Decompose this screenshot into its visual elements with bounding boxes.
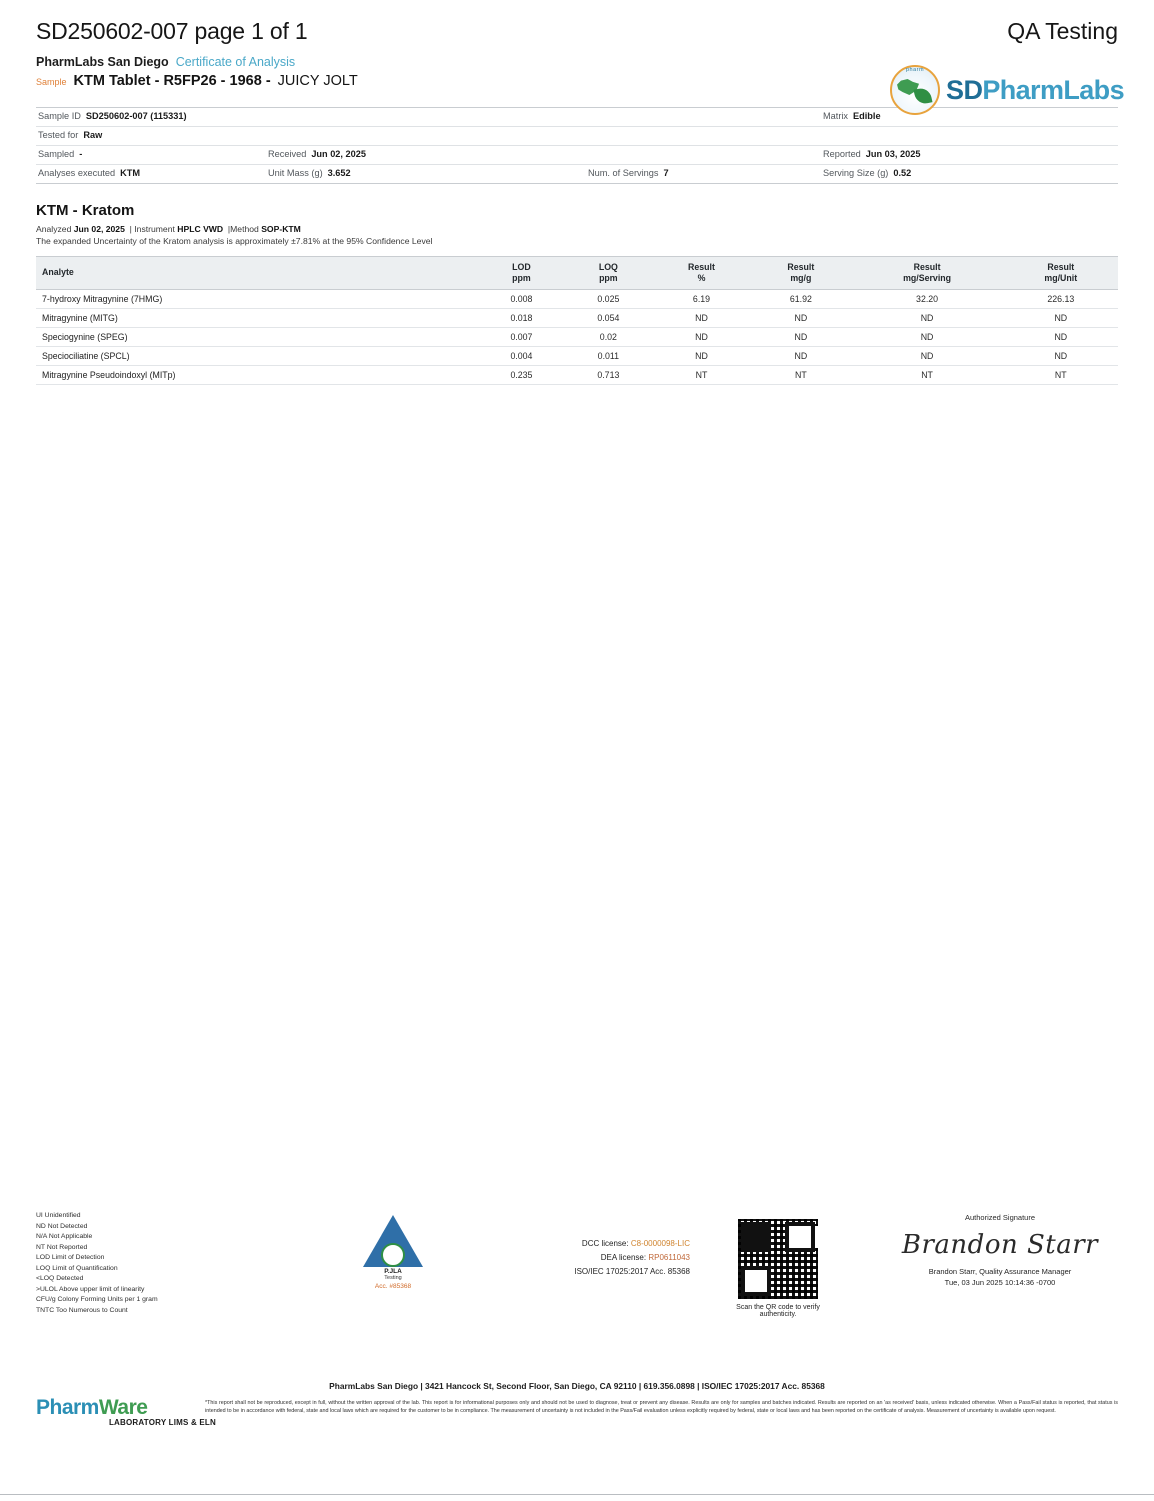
cell-analyte: Mitragynine Pseudoindoxyl (MITp) bbox=[36, 365, 478, 384]
cell-loq: 0.713 bbox=[565, 365, 652, 384]
cell-result-mgg: ND bbox=[751, 327, 850, 346]
legend-item: <LOQ Detected bbox=[36, 1275, 84, 1283]
sample-id-label: Sample ID bbox=[38, 111, 81, 121]
unit-mass-value: 3.652 bbox=[327, 168, 351, 178]
pharmware-wordmark: PharmWare bbox=[36, 1396, 148, 1419]
document-id: SD250602-007 page 1 of 1 bbox=[36, 18, 308, 44]
iso-line: ISO/IEC 17025:2017 Acc. 85368 bbox=[574, 1267, 690, 1276]
analyzed-label: Analyzed bbox=[36, 224, 72, 234]
footer-divider bbox=[0, 1494, 1154, 1495]
serving-size-value: 0.52 bbox=[893, 168, 912, 178]
cell-lod: 0.004 bbox=[478, 346, 565, 365]
col-lod: LOD ppm bbox=[478, 257, 565, 290]
info-row-analyses bbox=[36, 165, 1118, 184]
cell-analyte: Mitragynine (MITG) bbox=[36, 308, 478, 327]
analysis-meta: Analyzed Jun 02, 2025 | Instrument HPLC VWD |Method SOP-KTM bbox=[36, 224, 301, 234]
legend-item: LOD Limit of Detection bbox=[36, 1254, 105, 1262]
legend-item: TNTC Too Numerous to Count bbox=[36, 1306, 128, 1314]
qr-code-block[interactable] bbox=[718, 1219, 838, 1318]
pjla-accreditation-logo bbox=[348, 1215, 438, 1290]
sampled-label: Sampled bbox=[38, 149, 75, 159]
matrix-label: Matrix bbox=[823, 111, 849, 121]
col-analyte: Analyte bbox=[36, 257, 478, 290]
page-header bbox=[24, 0, 1130, 51]
results-header-row bbox=[36, 257, 1118, 290]
cell-result-mgg: ND bbox=[751, 346, 850, 365]
col-result-mgserving: Result mg/Serving bbox=[851, 257, 1004, 290]
qa-testing-label: QA Testing bbox=[1007, 18, 1118, 44]
analyzed-value: Jun 02, 2025 bbox=[73, 224, 125, 234]
pharmware-subtitle: LABORATORY LIMS & ELN bbox=[108, 1418, 216, 1427]
matrix-value: Edible bbox=[853, 111, 881, 121]
pjla-sub: Testing bbox=[384, 1275, 402, 1281]
serving-size-label: Serving Size (g) bbox=[823, 168, 889, 178]
signature-image: Brandon Starr bbox=[901, 1230, 1099, 1260]
table-row bbox=[36, 327, 1118, 346]
cell-result-mgserving: ND bbox=[851, 308, 1004, 327]
badge-arc-text: pharm bbox=[905, 67, 925, 73]
reported-value: Jun 03, 2025 bbox=[865, 149, 921, 159]
instrument-value: HPLC VWD bbox=[177, 224, 224, 234]
cell-lod: 0.235 bbox=[478, 365, 565, 384]
sample-id-value: SD250602-007 (115331) bbox=[85, 111, 187, 121]
qr-caption: Scan the QR code to verify authenticity. bbox=[736, 1304, 820, 1318]
cell-result-mgserving: ND bbox=[851, 327, 1004, 346]
cell-result-pct: 6.19 bbox=[652, 289, 751, 308]
table-row bbox=[36, 289, 1118, 308]
method-label: Method bbox=[230, 224, 259, 234]
table-row bbox=[36, 365, 1118, 384]
unit-mass-label: Unit Mass (g) bbox=[268, 168, 323, 178]
info-row-sampled bbox=[36, 146, 1118, 165]
abbreviation-legend bbox=[36, 1211, 158, 1316]
coa-label: Certificate of Analysis bbox=[175, 55, 296, 69]
legend-item: N/A Not Applicable bbox=[36, 1233, 93, 1241]
cell-result-mgserving: 32.20 bbox=[851, 289, 1004, 308]
cell-result-pct: ND bbox=[652, 327, 751, 346]
sample-info-block bbox=[36, 107, 1118, 184]
cell-result-mgg: 61.92 bbox=[751, 289, 850, 308]
cell-analyte: Speciogynine (SPEG) bbox=[36, 327, 478, 346]
page-footer bbox=[0, 1201, 1154, 1501]
info-row-sample-id bbox=[36, 108, 1118, 127]
signature-block bbox=[880, 1213, 1120, 1289]
footer-address: PharmLabs San Diego | 3421 Hancock St, Second Floor, San Diego, CA 92110 | 619.356.0898 | ISO/IEC 17025:2017 Acc. 85368 bbox=[329, 1381, 825, 1391]
col-result-mgunit: Result mg/Unit bbox=[1004, 257, 1118, 290]
method-value: SOP-KTM bbox=[261, 224, 301, 234]
pjla-accreditation-number: Acc. #85368 bbox=[374, 1283, 412, 1290]
pharmware-logo bbox=[36, 1396, 216, 1427]
cell-result-mgunit: ND bbox=[1004, 327, 1118, 346]
cell-loq: 0.011 bbox=[565, 346, 652, 365]
cell-result-mgserving: ND bbox=[851, 346, 1004, 365]
cell-loq: 0.02 bbox=[565, 327, 652, 346]
logo-text-pharmlabs: PharmLabs bbox=[982, 74, 1124, 105]
license-info bbox=[500, 1237, 690, 1279]
legend-item: NT Not Reported bbox=[36, 1243, 88, 1251]
sample-name: KTM Tablet - R5FP26 - 1968 - bbox=[73, 73, 271, 89]
analyses-label: Analyses executed bbox=[38, 168, 116, 178]
dcc-license-line: DCC license: C8-0000098-LIC bbox=[581, 1239, 690, 1248]
received-label: Received bbox=[268, 149, 307, 159]
pjla-name: P.JLA bbox=[384, 1268, 402, 1275]
signature-name: Brandon Starr, Quality Assurance Manager bbox=[928, 1267, 1072, 1276]
table-row bbox=[36, 346, 1118, 365]
col-result-pct: Result % bbox=[652, 257, 751, 290]
results-table bbox=[36, 256, 1118, 385]
cell-result-mgunit: 226.13 bbox=[1004, 289, 1118, 308]
cell-result-mgserving: NT bbox=[851, 365, 1004, 384]
pjla-triangle-icon bbox=[363, 1215, 423, 1267]
tested-for-value: Raw bbox=[83, 130, 103, 140]
info-row-tested-for bbox=[36, 127, 1118, 146]
cell-analyte: 7-hydroxy Mitragynine (7HMG) bbox=[36, 289, 478, 308]
signature-title: Authorized Signature bbox=[964, 1213, 1036, 1222]
legend-item: >ULOL Above upper limit of linearity bbox=[36, 1285, 145, 1293]
received-value: Jun 02, 2025 bbox=[311, 149, 366, 159]
cell-lod: 0.008 bbox=[478, 289, 565, 308]
footer-disclaimer: *This report shall not be reproduced, except in full, without the written approval of the lab. This report is for informational purposes only and should not be used to diagnose, treat or prevent any disease. Results are only for samples and batches indicated. Results are reported on an 'as received' basis, unless indicated otherwise. When a Pass/Fail status is reported, that status is intended to be in accordance with federal, state and local laws which are required for the customer to be in compliance. The measurement of uncertainty is not included in the Pass/Fail evaluation unless explicitly required by federal, state or local laws and has been reported on the certificate of analysis. Measurement of uncertainty is available upon request. bbox=[205, 1400, 1118, 1415]
cell-analyte: Speciociliatine (SPCL) bbox=[36, 346, 478, 365]
cell-loq: 0.025 bbox=[565, 289, 652, 308]
dea-license-line: DEA license: RP0611043 bbox=[600, 1253, 690, 1262]
sampled-value: - bbox=[79, 149, 83, 159]
cell-result-mgunit: ND bbox=[1004, 346, 1118, 365]
analyses-value: KTM bbox=[120, 168, 141, 178]
cell-lod: 0.018 bbox=[478, 308, 565, 327]
globe-icon bbox=[381, 1243, 405, 1267]
table-row bbox=[36, 308, 1118, 327]
col-loq: LOQ ppm bbox=[565, 257, 652, 290]
cell-result-mgunit: ND bbox=[1004, 308, 1118, 327]
uncertainty-note: The expanded Uncertainty of the Kratom analysis is approximately ±7.81% at the 95% Confidence Level bbox=[36, 236, 433, 246]
sample-tag: Sample bbox=[36, 77, 67, 87]
cell-result-mgunit: NT bbox=[1004, 365, 1118, 384]
reported-label: Reported bbox=[823, 149, 861, 159]
qr-code-icon[interactable] bbox=[738, 1219, 818, 1299]
sample-flavor: JUICY JOLT bbox=[277, 73, 358, 89]
instrument-label: Instrument bbox=[134, 224, 175, 234]
cell-lod: 0.007 bbox=[478, 327, 565, 346]
legend-item: ND Not Detected bbox=[36, 1222, 88, 1230]
cell-result-pct: ND bbox=[652, 308, 751, 327]
cell-result-pct: ND bbox=[652, 346, 751, 365]
servings-label: Num. of Servings bbox=[588, 168, 659, 178]
servings-value: 7 bbox=[663, 168, 669, 178]
cell-loq: 0.054 bbox=[565, 308, 652, 327]
logo-text-sd: SD bbox=[946, 74, 983, 105]
cell-result-mgg: ND bbox=[751, 308, 850, 327]
logo-wordmark bbox=[946, 75, 1124, 106]
legend-item: UI Unidentified bbox=[36, 1212, 81, 1219]
col-result-mgg: Result mg/g bbox=[751, 257, 850, 290]
tested-for-label: Tested for bbox=[38, 130, 79, 140]
lab-name: PharmLabs San Diego bbox=[36, 55, 169, 69]
legend-item: LOQ Limit of Quantification bbox=[36, 1264, 118, 1272]
cell-result-pct: NT bbox=[652, 365, 751, 384]
cell-result-mgg: NT bbox=[751, 365, 850, 384]
section-title: KTM - Kratom bbox=[36, 202, 135, 219]
signature-date: Tue, 03 Jun 2025 10:14:36 -0700 bbox=[944, 1278, 1056, 1288]
legend-item: CFU/g Colony Forming Units per 1 gram bbox=[36, 1296, 158, 1304]
